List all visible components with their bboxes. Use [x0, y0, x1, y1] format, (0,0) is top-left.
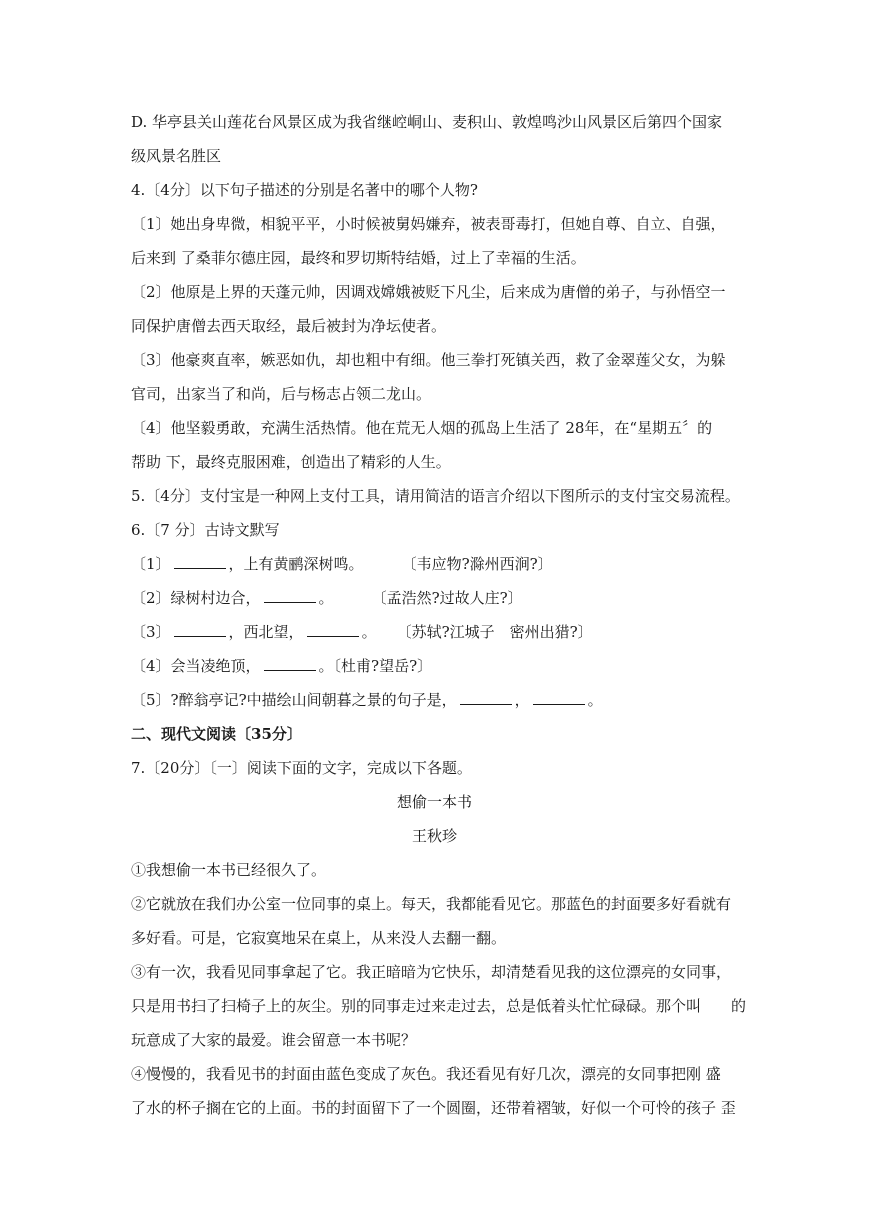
text-line: 〔4〕他坚毅勇敢，充满生活热情。他在荒无人烟的孤岛上生活了 28年，在“星期五〞的	[131, 419, 713, 437]
text-line: 〔3〕他豪爽直率，嫉恶如仇，却也粗中有细。他三拳打死镇关西，救了金翠莲父女，为躲	[131, 351, 726, 369]
article-title: 想偷一本书	[396, 793, 472, 811]
poem-item-1: 〔1〕 ，上有黄鹂深树鸣。 〔韦应物?滁州西涧?〕	[131, 555, 553, 573]
paragraph-line: ②它就放在我们办公室一位同事的桌上。每天，我都能看见它。那蓝色的封面要多好看就有	[131, 895, 732, 913]
answer-blank	[264, 656, 316, 671]
paragraph-line: ①我想偷一本书已经很久了。	[131, 861, 327, 879]
text-line: 后来到 了桑菲尔德庄园，最终和罗切斯特结婚，过上了幸福的生活。	[131, 249, 586, 267]
text-line: 官司，出家当了和尚，后与杨志占领二龙山。	[131, 385, 432, 403]
paragraph-line: 了水的杯子搁在它的上面。书的封面留下了一个圆圈，还带着褶皱，好似一个可怜的孩子 歪	[131, 1099, 736, 1117]
paragraph-line: ③有一次，我看见同事拿起了它。我正暗暗为它快乐，却清楚看见我的这位漂亮的女同事，	[131, 963, 732, 981]
poem-item-4: 〔4〕会当凌绝顶， 。〔杜甫?望岳?〕	[131, 657, 433, 675]
text-line: 级风景名胜区	[131, 147, 222, 165]
paragraph-line: 多好看。可是，它寂寞地呆在桌上，从来没人去翻一翻。	[131, 929, 507, 947]
question-6-heading: 6.〔7 分〕古诗文默写	[131, 521, 280, 539]
section-heading: 二、现代文阅读〔35分〕	[131, 725, 302, 743]
article-author: 王秋珍	[411, 827, 457, 845]
paragraph-line: 只是用书扫了扫椅子上的灰尘。别的同事走过来走过去，总是低着头忙忙碌碌。那个叫 的	[131, 997, 747, 1015]
poem-item-5: 〔5〕?醉翁亭记?中描绘山间朝暮之景的句子是， ， 。	[131, 691, 603, 709]
text-line: 〔1〕她出身卑微，相貌平平，小时候被舅妈嫌弃，被表哥毒打，但她自尊、自立、自强，	[131, 215, 726, 233]
paragraph-line: ④慢慢的，我看见书的封面由蓝色变成了灰色。我还看见有好几次，漂亮的女同事把刚 盛	[131, 1065, 721, 1083]
answer-blank	[460, 690, 512, 705]
text-line: 同保护唐僧去西天取经，最后被封为净坛使者。	[131, 317, 447, 335]
text-line: 〔2〕他原是上界的天蓬元帅，因调戏嫦娥被贬下凡尘，后来成为唐僧的弟子，与孙悟空一	[131, 283, 726, 301]
answer-blank	[264, 588, 316, 603]
answer-blank	[533, 690, 585, 705]
answer-blank	[174, 554, 226, 569]
poem-item-2: 〔2〕绿树村边合， 。 〔孟浩然?过故人庄?〕	[131, 589, 523, 607]
answer-blank	[174, 622, 226, 637]
poem-item-3: 〔3〕 ，西北望， 。 〔苏轼?江城子 密州出猎?〕	[131, 623, 593, 641]
question-4-heading: 4.〔4分〕以下句子描述的分别是名著中的哪个人物?	[131, 181, 478, 199]
paragraph-line: 玩意成了大家的最爱。谁会留意一本书呢？	[131, 1031, 417, 1049]
text-line: D. 华亭县关山莲花台风景区成为我省继崆峒山、麦积山、敦煌鸣沙山风景区后第四个国家	[131, 113, 723, 131]
answer-blank	[307, 622, 359, 637]
question-7-heading: 7.〔20分〕〔一〕阅读下面的文字，完成以下各题。	[131, 759, 472, 777]
text-line: 帮助 下，最终克服困难，创造出了精彩的人生。	[131, 453, 451, 471]
question-5-heading: 5.〔4分〕支付宝是一种网上支付工具，请用简洁的语言介绍以下图所示的支付宝交易流程。	[131, 487, 740, 505]
